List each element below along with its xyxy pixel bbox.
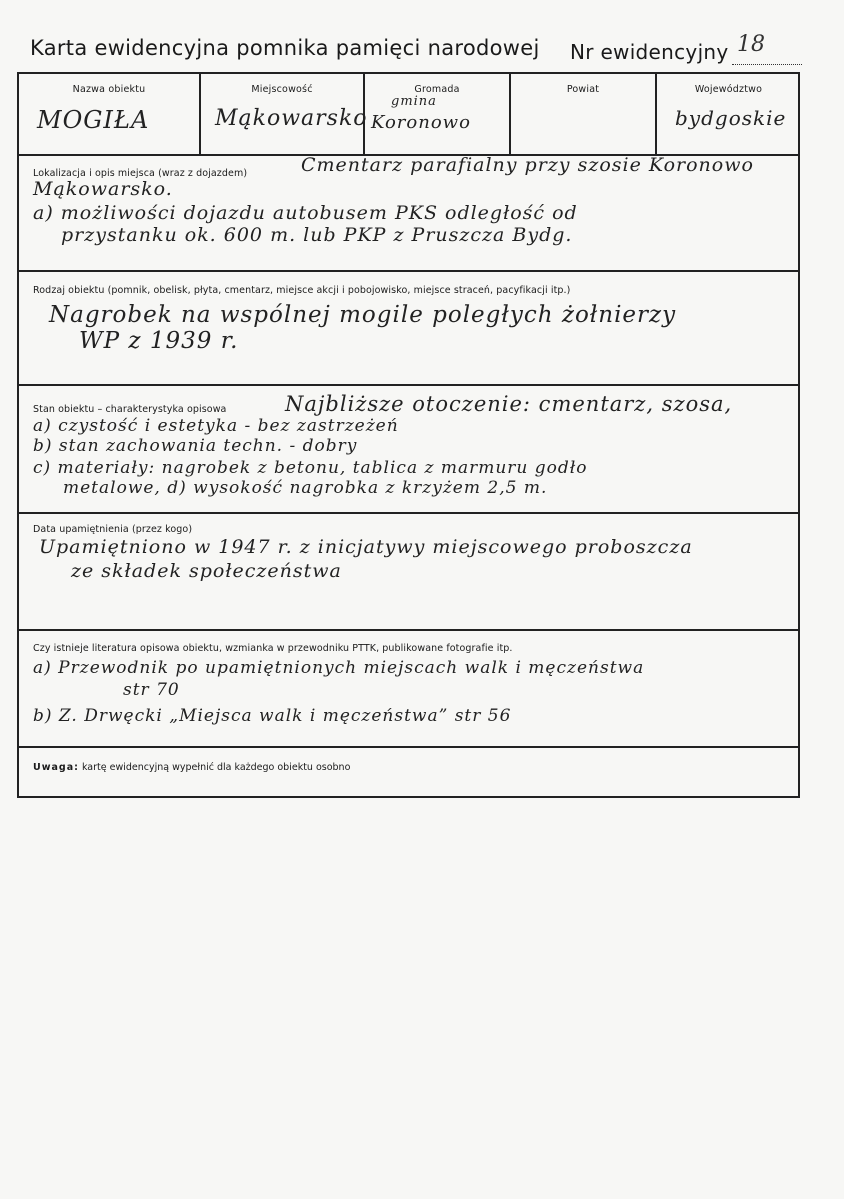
rodzaj-line-2: WP z 1939 r. (79, 328, 239, 354)
form-box (17, 72, 800, 798)
uwaga-text: kartę ewidencyjną wypełnić dla każdego obiektu osobno (81, 762, 351, 773)
cell-value-gromada: Koronowo (371, 112, 471, 133)
literatura-label: Czy istnieje literatura opisowa obiektu, wzmianka w przewodniku PTTK, publikowane fotografie itp. (33, 643, 513, 654)
lokalizacja-line-4: przystanku ok. 600 m. lub PKP z Pruszcza Bydg. (61, 224, 573, 246)
lokalizacja-label: Lokalizacja i opis miejsca (wraz z dojazdem) (33, 168, 248, 179)
page-title: Karta ewidencyjna pomnika pamięci narodowej (30, 36, 540, 60)
nr-value: 18 (737, 32, 765, 57)
cell-value-wojewodztwo: bydgoskie (675, 106, 787, 130)
section-divider (19, 629, 798, 631)
cell-label-gromada: Gromada (414, 84, 460, 95)
nr-dotted-line (732, 64, 802, 65)
lokalizacja-line-3: a) możliwości dojazdu autobusem PKS odległość od (33, 202, 578, 224)
stan-label: Stan obiektu – charakterystyka opisowa (33, 404, 227, 415)
data-line-2: ze składek społeczeństwa (71, 560, 342, 582)
nr-label: Nr ewidencyjny (570, 40, 729, 64)
rodzaj-line-1: Nagrobek na wspólnej mogile poległych żołnierzy (49, 302, 677, 328)
section-divider (19, 512, 798, 514)
rodzaj-label: Rodzaj obiektu (pomnik, obelisk, płyta, cmentarz, miejsce akcji i pobojowisko, miejsce straceń, pacyfikacji itp.) (33, 285, 571, 296)
literatura-line-2: str 70 (123, 680, 180, 700)
stan-line-5: metalowe, d) wysokość nagrobka z krzyżem 2,5 m. (63, 478, 548, 498)
stan-line-4: c) materiały: nagrobek z betonu, tablica z marmuru godło (33, 458, 588, 478)
cell-value-miejscowosc: Mąkowarsko (215, 106, 368, 131)
uwaga-note (33, 762, 350, 773)
section-divider (19, 746, 798, 748)
lokalizacja-line-1: Cmentarz parafialny przy szosie Koronowo (301, 154, 754, 176)
stan-line-3: b) stan zachowania techn. - dobry (33, 436, 358, 456)
section-divider (19, 270, 798, 272)
stan-line-1: Najbliższe otoczenie: cmentarz, szosa, (285, 392, 733, 416)
cell-label-wojewodztwo: Województwo (694, 84, 763, 95)
uwaga-bold-label: Uwaga: (33, 762, 79, 773)
data-line-1: Upamiętniono w 1947 r. z inicjatywy miejscowego proboszcza (39, 536, 693, 558)
literatura-line-1: a) Przewodnik po upamiętnionych miejscach walk i męczeństwa (33, 658, 645, 678)
cell-value-gmina: gmina (391, 94, 437, 109)
section-divider (19, 384, 798, 386)
literatura-line-3: b) Z. Drwęcki „Miejsca walk i męczeństwa” str 56 (33, 706, 512, 726)
stan-line-2: a) czystość i estetyka - bez zastrzeżeń (33, 416, 399, 436)
cell-value-nazwa: MOGIŁA (37, 106, 150, 134)
cell-label-miejscowosc: Miejscowość (251, 84, 313, 95)
lokalizacja-line-2: Mąkowarsko. (33, 178, 173, 200)
cell-label-nazwa: Nazwa obiektu (72, 84, 146, 95)
data-label: Data upamiętnienia (przez kogo) (33, 524, 193, 535)
cell-label-powiat: Powiat (566, 84, 600, 95)
